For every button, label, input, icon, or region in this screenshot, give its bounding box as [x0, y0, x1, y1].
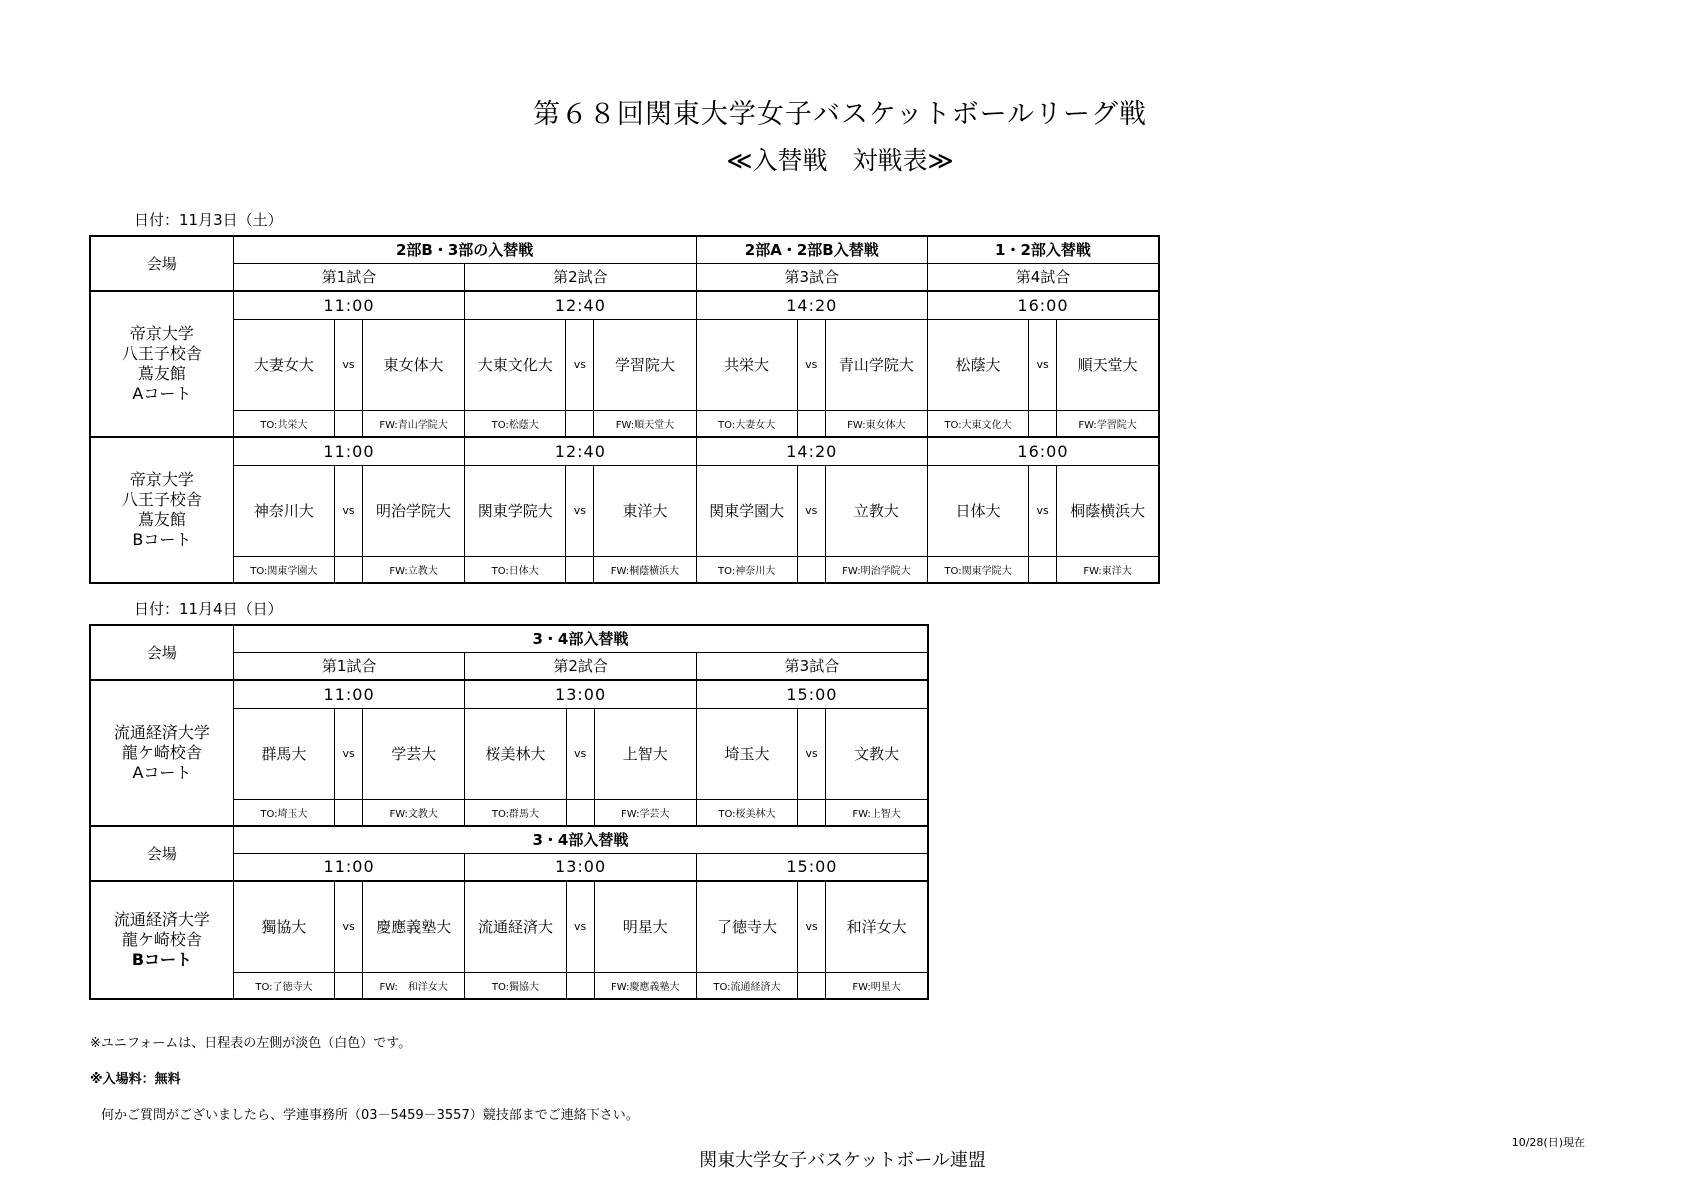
vs-label: vs: [1029, 319, 1057, 410]
team-left: 流通経済大: [465, 881, 566, 972]
game-header: 第1試合: [233, 652, 465, 680]
game-time: 12:40: [465, 291, 696, 319]
bracket-header: 2部B・3部の入替戦: [233, 236, 696, 263]
team-right: 順天堂大: [1057, 319, 1159, 410]
team-left: 了徳寺大: [696, 881, 797, 972]
team-left: 関東学院大: [465, 465, 566, 556]
empty-cell: [335, 972, 363, 999]
vs-label: vs: [798, 708, 826, 799]
as-of-date: 10/28(日)現在: [1511, 1136, 1585, 1149]
floor-wipers: FW: 和洋女大: [363, 972, 465, 999]
team-left: 獨協大: [233, 881, 334, 972]
table-officials: TO:大東文化大: [927, 410, 1028, 437]
day2-date: 日付：11月4日（日）: [134, 600, 283, 618]
contact-note: 何かご質問がございましたら、学連事務所（03－5459－3557）競技部までご連絡下さい。: [101, 1108, 639, 1123]
table-officials: TO:流通経済大: [696, 972, 797, 999]
game-time: 13:00: [465, 680, 697, 708]
floor-wipers: FW:明星大: [826, 972, 928, 999]
empty-cell: [566, 556, 594, 583]
team-right: 学習院大: [594, 319, 696, 410]
table-officials: TO:日体大: [465, 556, 566, 583]
bracket-header: 3・4部入替戦: [233, 826, 928, 853]
team-right: 明星大: [594, 881, 696, 972]
venue-line: 流通経済大学: [113, 723, 210, 742]
empty-cell: [1029, 410, 1057, 437]
venue-line: 帝京大学: [129, 470, 194, 489]
venue-line: 龍ケ崎校舎: [121, 930, 202, 949]
team-right: 桐蔭横浜大: [1057, 465, 1159, 556]
uniform-note: ※ユニフォームは、日程表の左側が淡色（白色）です。: [90, 1036, 412, 1051]
empty-cell: [797, 556, 825, 583]
table-officials: TO:了徳寺大: [233, 972, 334, 999]
team-left: 日体大: [927, 465, 1028, 556]
table-officials: TO:桜美林大: [696, 799, 797, 826]
venue-line: 八王子校舎: [121, 344, 202, 363]
game-time: 14:20: [696, 291, 927, 319]
game-time: 13:00: [465, 853, 697, 881]
vs-label: vs: [797, 319, 825, 410]
team-right: 文教大: [826, 708, 928, 799]
venue-cell: [90, 881, 233, 999]
venue-line: Bコート: [132, 530, 192, 549]
venue-line: 龍ケ崎校舎: [121, 743, 202, 762]
venue-line: 流通経済大学: [113, 910, 210, 929]
team-right: 慶應義塾大: [363, 881, 465, 972]
vs-label: vs: [797, 465, 825, 556]
venue-header: 会場: [90, 826, 233, 881]
table-officials: TO:共栄大: [233, 410, 334, 437]
empty-cell: [566, 799, 594, 826]
team-right: 東洋大: [594, 465, 696, 556]
floor-wipers: FW:桐蔭横浜大: [594, 556, 696, 583]
table-officials: TO:大妻女大: [696, 410, 797, 437]
game-time: 16:00: [927, 437, 1159, 465]
game-header: 第3試合: [696, 263, 927, 291]
table-officials: TO:群馬大: [465, 799, 566, 826]
game-header: 第3試合: [696, 652, 928, 680]
venue-cell: [90, 291, 233, 437]
venue-line: Bコート: [131, 950, 193, 969]
team-right: 和洋女大: [826, 881, 928, 972]
admission-note: ※入場料：無料: [90, 1072, 181, 1087]
bracket-header: 3・4部入替戦: [233, 625, 928, 652]
venue-line: 蔦友館: [137, 510, 186, 529]
day2-schedule-table: [89, 624, 929, 1000]
team-left: 関東学園大: [696, 465, 797, 556]
page-title: 第６８回関東大学女子バスケットボールリーグ戦: [532, 99, 1148, 130]
vs-label: vs: [334, 465, 362, 556]
venue-header: 会場: [90, 625, 233, 680]
page-subtitle: ≪入替戦 対戦表≫: [726, 146, 954, 175]
empty-cell: [1029, 556, 1057, 583]
vs-label: vs: [566, 319, 594, 410]
venue-line: 蔦友館: [137, 364, 186, 383]
empty-cell: [798, 972, 826, 999]
floor-wipers: FW:学習院大: [1057, 410, 1159, 437]
day1-date: 日付：11月3日（土）: [134, 211, 283, 229]
vs-label: vs: [335, 708, 363, 799]
team-right: 上智大: [594, 708, 696, 799]
team-right: 立教大: [825, 465, 927, 556]
team-right: 青山学院大: [825, 319, 927, 410]
team-left: 桜美林大: [465, 708, 566, 799]
empty-cell: [797, 410, 825, 437]
team-right: 学芸大: [363, 708, 465, 799]
floor-wipers: FW:青山学院大: [362, 410, 464, 437]
organizer-footer: 関東大学女子バスケットボール連盟: [699, 1150, 986, 1171]
game-header: 第2試合: [465, 263, 696, 291]
team-left: 松蔭大: [927, 319, 1028, 410]
floor-wipers: FW:順天堂大: [594, 410, 696, 437]
bracket-header: 2部A・2部B入替戦: [696, 236, 927, 263]
empty-cell: [566, 410, 594, 437]
day1-schedule-table: [89, 235, 1160, 584]
vs-label: vs: [798, 881, 826, 972]
vs-label: vs: [566, 465, 594, 556]
floor-wipers: FW:東洋大: [1057, 556, 1159, 583]
floor-wipers: FW:学芸大: [594, 799, 696, 826]
team-left: 埼玉大: [696, 708, 797, 799]
game-time: 12:40: [465, 437, 696, 465]
floor-wipers: FW:明治学院大: [825, 556, 927, 583]
floor-wipers: FW:立教大: [362, 556, 464, 583]
venue-line: 八王子校舎: [121, 490, 202, 509]
team-left: 共栄大: [696, 319, 797, 410]
table-officials: TO:神奈川大: [696, 556, 797, 583]
vs-label: vs: [1029, 465, 1057, 556]
team-right: 明治学院大: [362, 465, 464, 556]
empty-cell: [566, 972, 594, 999]
table-officials: TO:関東学院大: [927, 556, 1028, 583]
game-time: 11:00: [233, 291, 464, 319]
game-time: 11:00: [233, 437, 464, 465]
floor-wipers: FW:東女体大: [825, 410, 927, 437]
vs-label: vs: [334, 319, 362, 410]
table-officials: TO:獨協大: [465, 972, 566, 999]
team-left: 神奈川大: [233, 465, 334, 556]
game-time: 11:00: [233, 853, 465, 881]
venue-line: Aコート: [132, 763, 192, 782]
empty-cell: [798, 799, 826, 826]
game-header: 第2試合: [465, 652, 697, 680]
venue-header: 会場: [90, 236, 233, 291]
table-officials: TO:関東学園大: [233, 556, 334, 583]
team-left: 大東文化大: [465, 319, 566, 410]
empty-cell: [334, 556, 362, 583]
game-header: 第4試合: [927, 263, 1159, 291]
game-header: 第1試合: [233, 263, 464, 291]
game-time: 16:00: [927, 291, 1159, 319]
venue-cell: [90, 680, 233, 826]
floor-wipers: FW:慶應義塾大: [594, 972, 696, 999]
vs-label: vs: [566, 708, 594, 799]
team-left: 大妻女大: [233, 319, 334, 410]
vs-label: vs: [566, 881, 594, 972]
venue-line: 帝京大学: [129, 324, 194, 343]
team-left: 群馬大: [233, 708, 334, 799]
empty-cell: [334, 410, 362, 437]
team-right: 東女体大: [362, 319, 464, 410]
game-time: 15:00: [696, 680, 928, 708]
table-officials: TO:松蔭大: [465, 410, 566, 437]
game-time: 11:00: [233, 680, 465, 708]
venue-line: Aコート: [132, 384, 192, 403]
bracket-header: 1・2部入替戦: [927, 236, 1159, 263]
game-time: 15:00: [696, 853, 928, 881]
venue-cell: [90, 437, 233, 583]
game-time: 14:20: [696, 437, 927, 465]
floor-wipers: FW:上智大: [826, 799, 928, 826]
vs-label: vs: [335, 881, 363, 972]
table-officials: TO:埼玉大: [233, 799, 334, 826]
empty-cell: [335, 799, 363, 826]
floor-wipers: FW:文教大: [363, 799, 465, 826]
